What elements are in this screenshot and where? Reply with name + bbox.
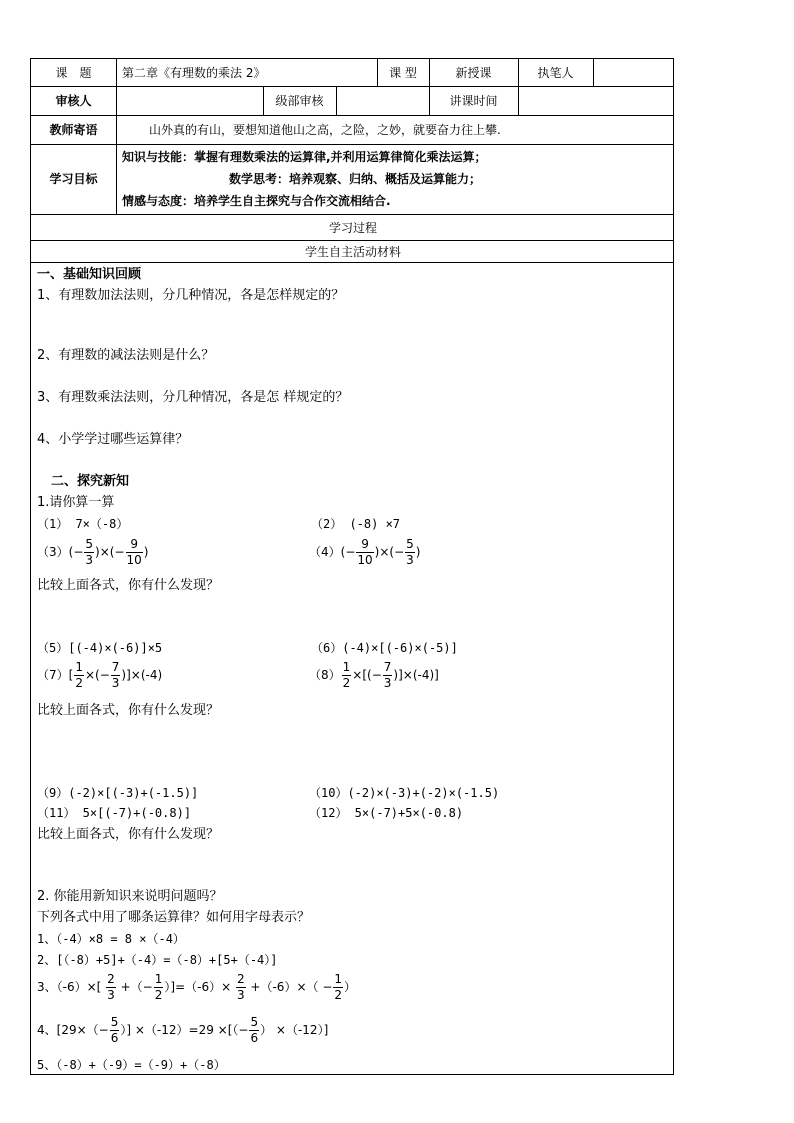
expr-1: （1） 7×（-8）	[37, 517, 129, 531]
law-line-4: 4、[29×（− $\frac{5}{6}$ ）] ×（-12）=29 ×[（− $\frac{5}{6}$ ） ×（-12）]	[37, 1015, 329, 1045]
sub-heading-2: 2. 你能用新知识来说明问题吗？	[37, 889, 223, 904]
grade-review-label: 级部审核	[275, 94, 324, 108]
expr-8-label: （8）	[309, 668, 341, 682]
law-line-3-label: 3、（-6）×[	[37, 980, 102, 994]
question-2: 2、有理数的减法法则是什么？	[37, 348, 215, 363]
compare-note-3: 比较上面各式，你有什么发现？	[37, 827, 220, 842]
lesson-plan-table	[30, 58, 674, 1075]
law-line-5: 5、（-8）+（-9）=（-9）+（-8）	[37, 1058, 226, 1072]
sub-heading-2-question: 下列各式中用了哪条运算律？如何用字母表示？	[37, 910, 311, 925]
message-label: 教师寄语	[49, 123, 98, 137]
question-1: 1、有理数加法法则，分几种情况，各是怎样规定的？	[37, 288, 345, 303]
expr-7: （7）[ $\frac{1}{2}$ ×(− $\frac{7}{3}$ )]×(-4)	[37, 660, 163, 690]
goal-thinking: 数学思考：培养观察、归纳、概括及运算能力；	[229, 172, 482, 186]
lecture-time-label: 讲课时间	[449, 94, 498, 108]
expr-2: （2） (-8) ×7	[311, 517, 401, 531]
topic-label: 课 题	[55, 66, 92, 80]
type-label: 课 型	[389, 66, 417, 80]
reviewer-label: 审核人	[55, 94, 92, 108]
expr-9: （9）(-2)×[(-3)+(-1.5)]	[37, 786, 199, 800]
law-line-4-label: 4、[29×（	[37, 1023, 99, 1037]
type-value: 新授课	[455, 66, 492, 80]
expr-11: （11） 5×[(-7)+(-0.8)]	[37, 806, 192, 820]
message-value: 山外真的有山，要想知道他山之高，之险，之妙，就要奋力往上攀.	[149, 123, 501, 137]
col-divider	[593, 59, 594, 86]
goal-attitude: 情感与态度：培养学生自主探究与合作交流相结合.	[122, 194, 391, 208]
section2-title: 二、探究新知	[51, 474, 130, 489]
expr-3-label: （3）	[37, 545, 69, 559]
expr-8: （8） $\frac{1}{2}$ ×[(− $\frac{7}{3}$ )]×(-4)]	[309, 660, 439, 690]
expr-12: （12） 5×(-7)+5×(-0.8)	[309, 806, 464, 820]
topic-value: 第二章《有理数的乘法 2》	[122, 66, 266, 80]
sub-heading-1: 1.请你算一算	[37, 495, 115, 510]
expr-3: （3）(− $\frac{5}{3}$ )×(− $\frac{9}{10}$ )	[37, 537, 149, 567]
row-divider	[31, 240, 673, 241]
expr-7-label: （7）	[37, 668, 69, 682]
goal-knowledge: 知识与技能：掌握有理数乘法的运算律,并利用运算律简化乘法运算；	[122, 150, 487, 164]
col-divider	[116, 59, 117, 214]
expr-6: （6）(-4)×[(-6)×(-5)]	[311, 641, 458, 655]
question-4: 4、小学学过哪些运算律？	[37, 432, 189, 447]
law-line-1: 1、（-4）×8 = 8 ×（-4）	[37, 932, 185, 946]
process-title: 学习过程	[328, 221, 377, 235]
row-divider	[31, 214, 673, 215]
compare-note-2: 比较上面各式，你有什么发现？	[37, 703, 220, 718]
compare-note-1: 比较上面各式，你有什么发现？	[37, 578, 220, 593]
col-divider	[518, 86, 519, 115]
expr-4: （4）(− $\frac{9}{10}$ )×(− $\frac{5}{3}$ )	[309, 537, 421, 567]
expr-10: （10）(-2)×(-3)+(-2)×(-1.5)	[309, 786, 500, 800]
row-divider	[31, 144, 673, 145]
row-divider	[31, 115, 673, 116]
goals-label: 学习目标	[49, 172, 98, 186]
col-divider	[336, 86, 337, 115]
material-title: 学生自主活动材料	[304, 245, 401, 259]
question-3: 3、有理数乘法法则，分几种情况，各是怎 样规定的？	[37, 390, 349, 405]
expr-4-label: （4）	[309, 545, 341, 559]
row-divider	[31, 86, 673, 87]
author-label: 执笔人	[537, 66, 574, 80]
row-divider	[31, 262, 673, 263]
law-line-3: 3、（-6）×[ $\frac{2}{3}$ +（− $\frac{1}{2}$ ）]=（-6）× $\frac{2}{3}$ +（-6）×（ − $\frac{1}{2}$ ）	[37, 972, 357, 1002]
expr-5: （5）[(-4)×(-6)]×5	[37, 641, 163, 655]
law-line-2: 2、[（-8）+5]+（-4）=（-8）+[5+（-4）]	[37, 953, 278, 967]
section1-title: 一、基础知识回顾	[37, 267, 142, 282]
